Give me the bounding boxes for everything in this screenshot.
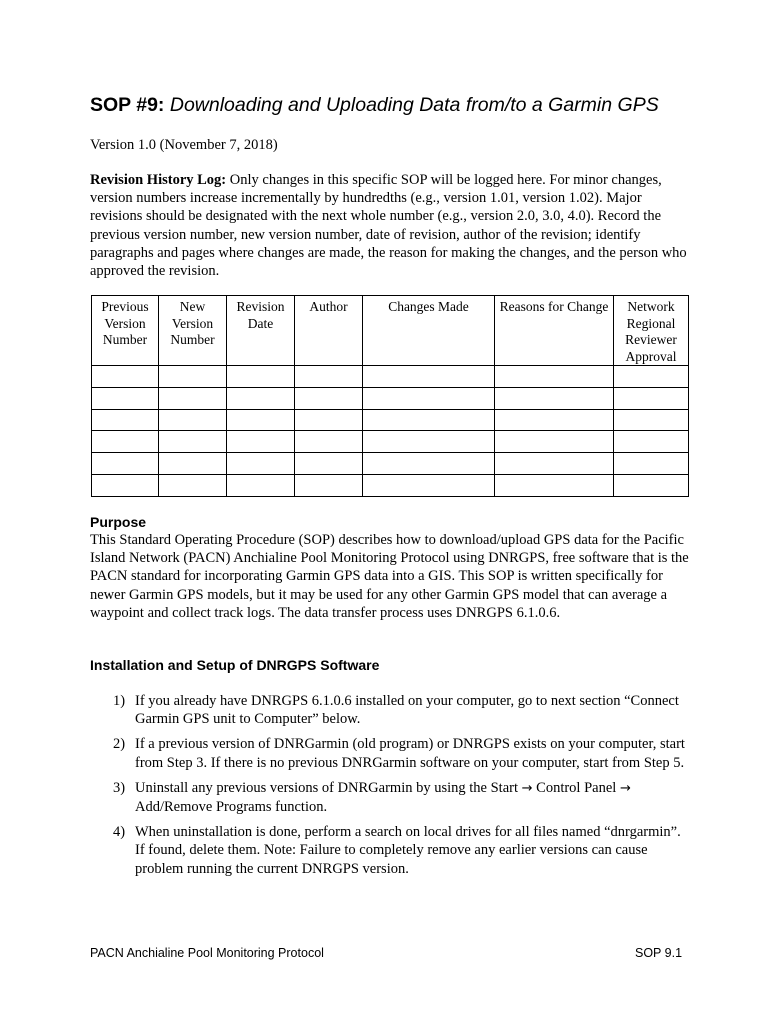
step-text: Add/Remove Programs function.	[135, 799, 328, 816]
table-cell	[159, 366, 227, 388]
step-text: If a previous version of DNRGarmin (old program) or DNRGPS exists on your computer, start from Step 3. If there is no previous DNRGarmin software on your computer, start from Step 5.	[135, 736, 685, 771]
table-cell	[159, 431, 227, 453]
table-cell	[495, 431, 614, 453]
revision-history-text: Only changes in this specific SOP will be logged here. For minor changes, version numbers increase incrementally by hundredths (e.g., version 1.01, version 1.02). Major revisions should be designated with the next whole number (e.g., version 2.0, 3.0, 4.0). Record the previous version number, new version number, date of revision, author of the revision; identify paragraphs and pages where changes are made, the reason for making the changes, and the person who approved the revision.	[90, 172, 687, 280]
table-cell	[614, 409, 689, 431]
header-previous-version: Previous Version Number	[92, 296, 159, 366]
header-reasons-for-change: Reasons for Change	[495, 296, 614, 366]
list-item	[90, 823, 690, 878]
table-cell	[92, 409, 159, 431]
version-line: Version 1.0 (November 7, 2018)	[90, 137, 278, 153]
table-cell	[92, 366, 159, 388]
table-cell	[495, 453, 614, 475]
revision-log-table	[91, 295, 689, 497]
list-item	[90, 735, 690, 771]
table-cell	[495, 409, 614, 431]
table-cell	[159, 387, 227, 409]
table-cell	[614, 431, 689, 453]
revision-history-label: Revision History Log:	[90, 172, 227, 188]
header-changes-made: Changes Made	[363, 296, 495, 366]
table-cell	[363, 431, 495, 453]
right-arrow-icon: →	[619, 780, 631, 796]
table-cell	[614, 474, 689, 496]
table-cell	[159, 453, 227, 475]
list-item	[90, 692, 690, 728]
table-cell	[495, 474, 614, 496]
table-cell	[363, 387, 495, 409]
table-cell	[159, 409, 227, 431]
purpose-paragraph: This Standard Operating Procedure (SOP) describes how to download/upload GPS data for the Pacific Island Network (PACN) Anchialine Pool Monitoring Protocol using DNRGPS, free software that is the PACN standard for incorporating Garmin GPS data into a GIS. This SOP is written specifically for newer Garmin GPS models, but it may be used for any other Garmin GPS model that can average a waypoint and collect track logs. The data transfer process uses DNRGPS 6.1.0.6.	[90, 532, 689, 621]
table-cell	[227, 409, 295, 431]
table-cell	[295, 366, 363, 388]
table-cell	[614, 453, 689, 475]
table-row	[92, 387, 689, 409]
table-header-row	[92, 296, 689, 366]
step-text: When uninstallation is done, perform a search on local drives for all files named “dnrgarmin”. If found, delete them. Note: Failure to completely remove any earlier versions can cause problem running the current DNRGPS version.	[135, 824, 681, 877]
footer-page-number: SOP 9.1	[635, 946, 683, 960]
table-cell	[495, 366, 614, 388]
table-row	[92, 431, 689, 453]
table-cell	[92, 453, 159, 475]
table-cell	[227, 431, 295, 453]
installation-steps-list	[90, 692, 690, 885]
step-text: Control Panel	[536, 779, 617, 796]
step-number: 4)	[113, 824, 126, 841]
table-row	[92, 366, 689, 388]
table-cell	[92, 387, 159, 409]
sop-title-text: Downloading and Uploading Data from/to a Garmin GPS	[169, 94, 659, 116]
list-item	[90, 779, 690, 816]
table-cell	[159, 474, 227, 496]
table-cell	[227, 387, 295, 409]
header-reviewer-approval: Network Regional Reviewer Approval	[614, 296, 689, 366]
table-cell	[227, 474, 295, 496]
table-cell	[295, 387, 363, 409]
installation-heading: Installation and Setup of DNRGPS Software	[90, 657, 380, 673]
table-cell	[495, 387, 614, 409]
table-cell	[363, 453, 495, 475]
table-row	[92, 409, 689, 431]
table-cell	[295, 409, 363, 431]
purpose-heading: Purpose	[90, 514, 147, 530]
table-cell	[92, 474, 159, 496]
header-new-version: New Version Number	[159, 296, 227, 366]
step-number: 2)	[113, 736, 126, 753]
step-text: Uninstall any previous versions of DNRGarmin by using the Start	[135, 779, 518, 796]
sop-number: SOP #9:	[90, 94, 165, 116]
right-arrow-icon: →	[521, 780, 533, 796]
table-cell	[295, 431, 363, 453]
table-cell	[295, 453, 363, 475]
table-cell	[363, 366, 495, 388]
table-cell	[614, 366, 689, 388]
table-row	[92, 453, 689, 475]
step-number: 1)	[113, 693, 126, 709]
table-cell	[614, 387, 689, 409]
table-cell	[363, 474, 495, 496]
table-cell	[295, 474, 363, 496]
step-text: If you already have DNRGPS 6.1.0.6 installed on your computer, go to next section “Connect Garmin GPS unit to Computer” below.	[135, 693, 679, 728]
header-revision-date: Revision Date	[227, 296, 295, 366]
table-cell	[92, 431, 159, 453]
table-cell	[227, 453, 295, 475]
footer-protocol-name: PACN Anchialine Pool Monitoring Protocol	[90, 946, 324, 960]
table-row	[92, 474, 689, 496]
step-number: 3)	[113, 779, 126, 796]
document-title	[90, 93, 730, 117]
table-cell	[363, 409, 495, 431]
revision-history-paragraph	[90, 171, 692, 280]
header-author: Author	[295, 296, 363, 366]
table-cell	[227, 366, 295, 388]
